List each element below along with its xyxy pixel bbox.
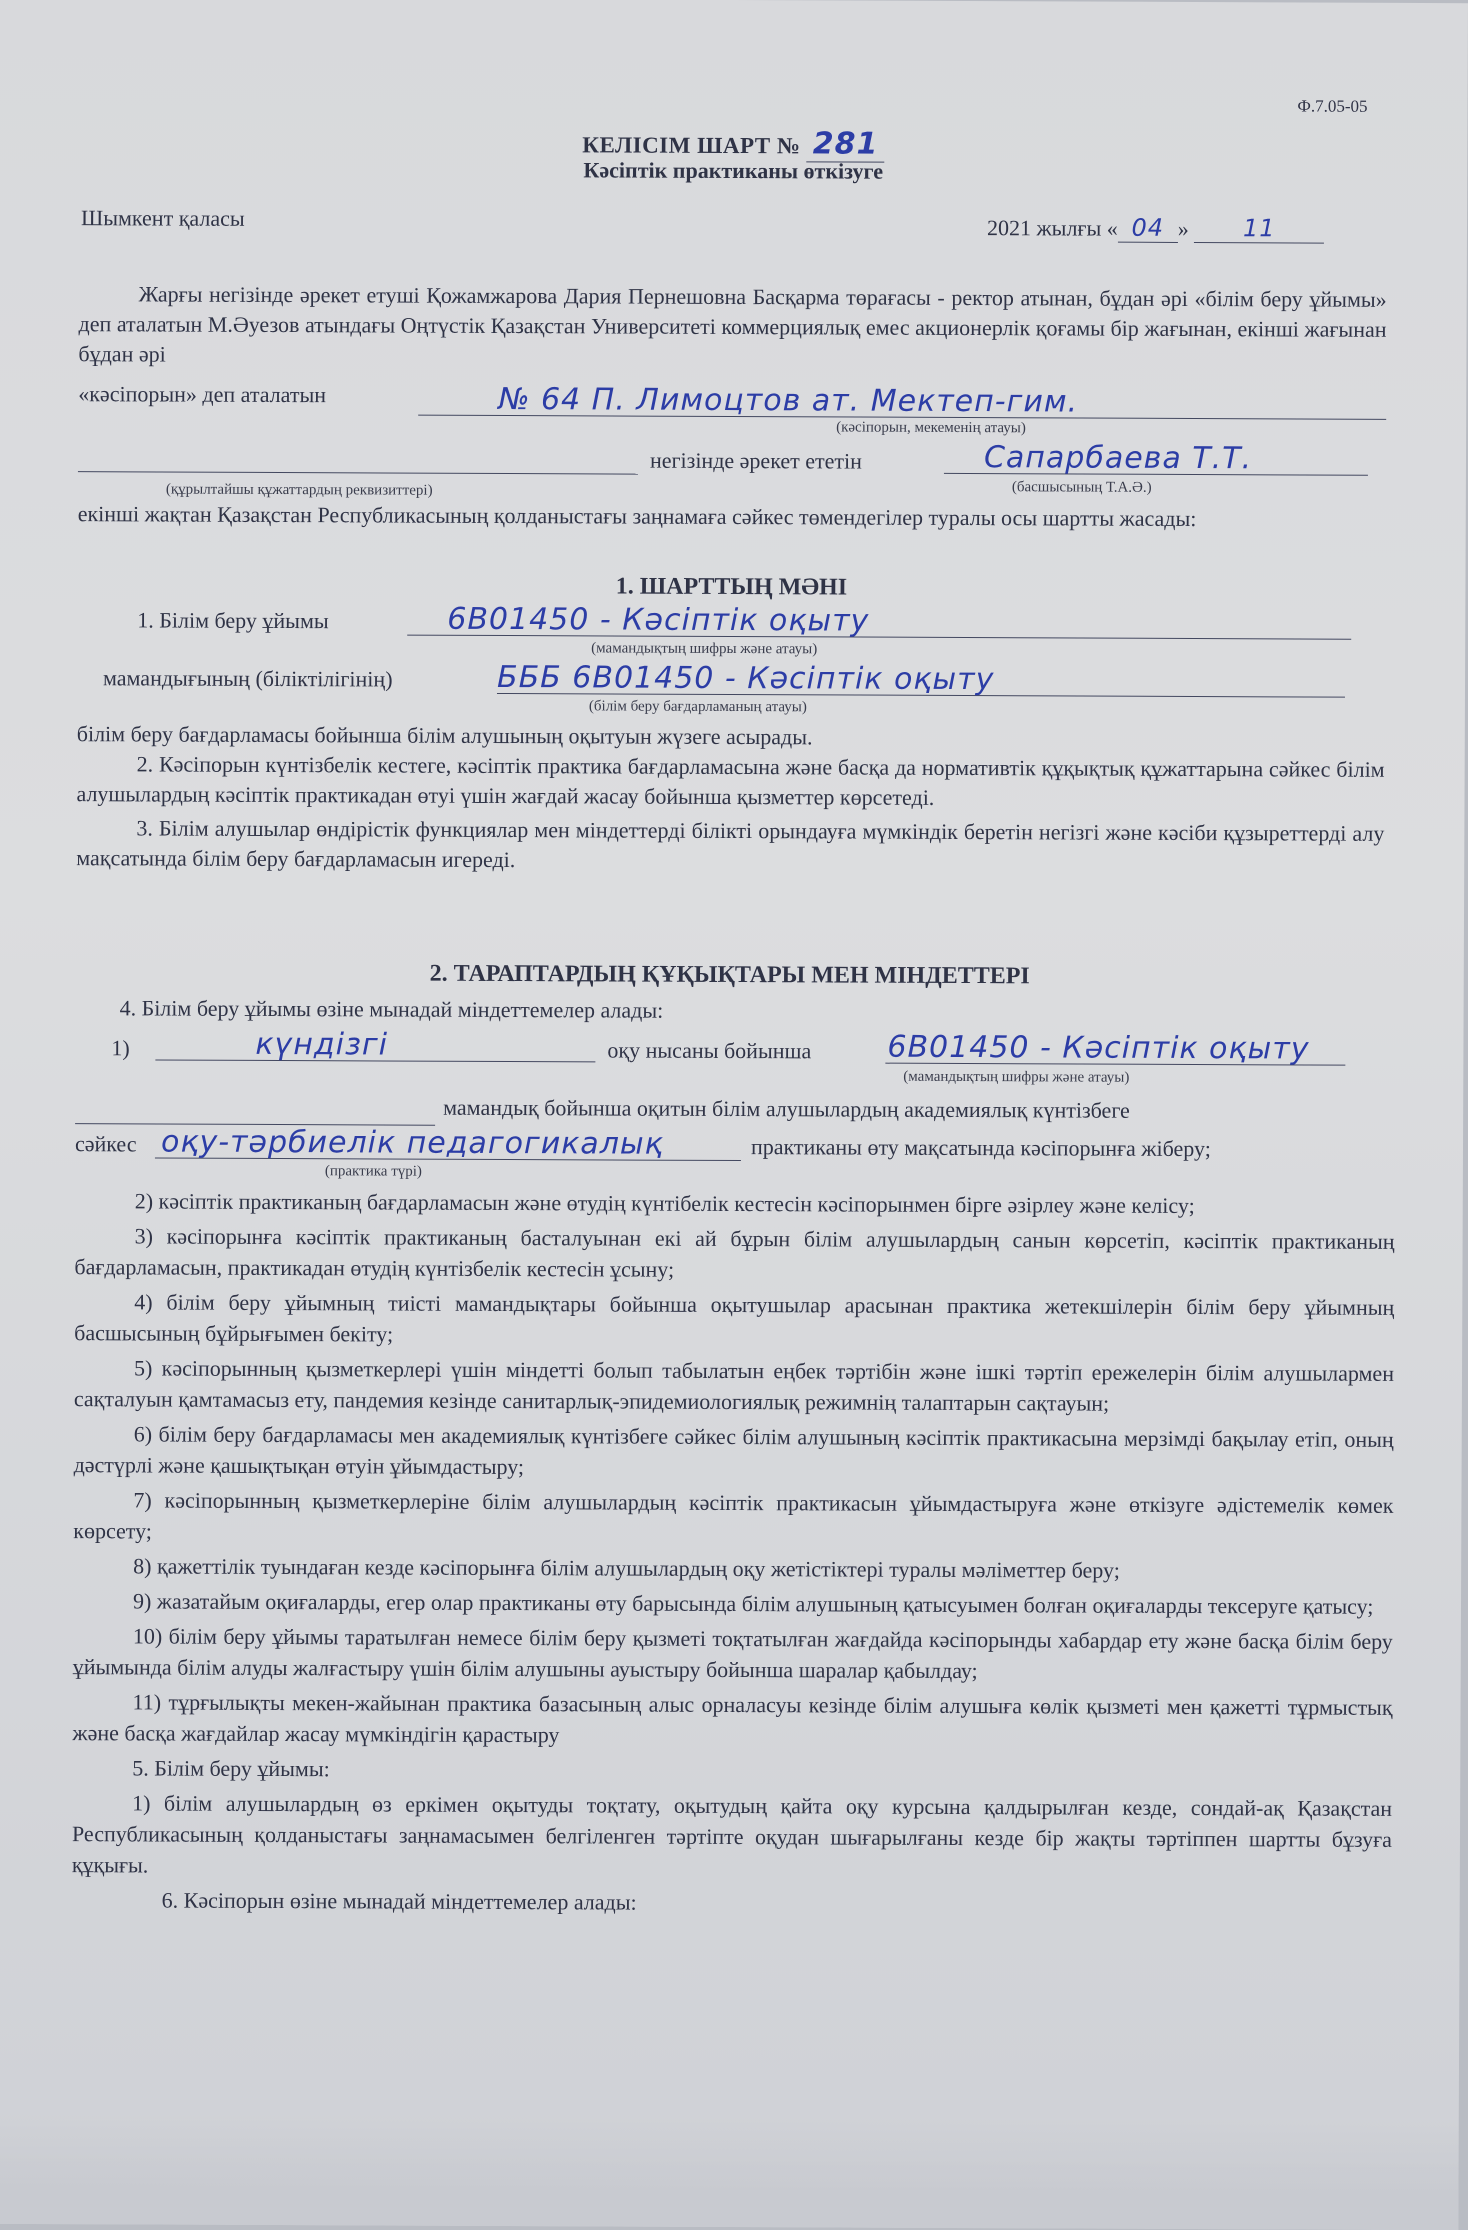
head-value: Сапарбаева Т.Т. — [983, 440, 1253, 477]
practice-type-value: оқу-тәрбиелік педагогикалық — [160, 1124, 664, 1162]
preamble-closing — [78, 499, 1386, 535]
item1-value: 6В01450 - Кәсіптік оқыту — [447, 601, 870, 639]
preamble-text: Жарғы негізінде әрекет етуші Қожамжарова Дария Пернешовна Басқарма төрағасы - ректор атынан, бұдан әрі «білім беру ұйымы» деп аталатын М.Әуезов атындағы Оңтүстік Қазақстан Университеті коммерциялық емес акционерлік қоғамы бір жағынан, екінші жағынан бұдан әрі — [78, 281, 1387, 367]
city: Шымкент қаласы — [80, 205, 245, 231]
item4-1-accord: сәйкес — [74, 1131, 137, 1157]
list-item: 6) білім беру бағдарламасы мен академиялық күнтізбеге сәйкес білім алушының кәсіптік практикасына мерзімді бақылау етіп, оның дәстүрлі және қашықтықан өтуін ұйымдастыру; — [73, 1421, 1394, 1480]
preamble-closing-text: екінші жақтан Қазақстан Республикасының қолданыстағы заңнамаға сәйкес төмендегілер туралы осы шартты жасады: — [77, 501, 1197, 532]
section-1-body — [76, 719, 1385, 879]
contract-date — [987, 213, 1367, 244]
practice-type-field — [155, 1121, 741, 1161]
spec-caption: (мамандықтың шифры және атауы) — [903, 1068, 1130, 1086]
item4-1-after: мамандық бойынша оқитын білім алушылардың академиялық күнтізбеге — [443, 1094, 1130, 1123]
practice-type-caption: (практика түрі) — [324, 1163, 422, 1180]
list-item: 3) кәсіпорынға кәсіптік практиканың басталуынан екі ай бұрын білім алушылардың санын көрсетіп, кәсіптік практиканың бағдарламасын, практикадан өтудің күнтізбелік кестесін ұсыну; — [74, 1223, 1395, 1282]
list-item: 9) жазатайым оқиғаларды, егер олар практиканы өту барысында білім алушының қатысуымен болған оқиғаларды тексеруге қатысу; — [132, 1588, 1374, 1619]
enterprise-field — [418, 379, 1386, 420]
spec-field-cont — [75, 1087, 435, 1126]
list-item: 2) кәсіптік практиканың бағдарламасын және өтудің күнтібелік кестесін кәсіпорынмен бірге әзірлеу және келісу; — [134, 1188, 1195, 1219]
spec-field — [885, 1027, 1345, 1066]
enterprise-caption: (кәсіпорын, мекеменің атауы) — [836, 419, 1026, 437]
item1-caption2: (білім беру бағдарламаның атауы) — [588, 698, 807, 716]
title-text: КЕЛІСІМ ШАРТ № — [582, 132, 801, 159]
section-2-title: 2. ТАРАПТАРДЫҢ ҚҰҚЫҚТАРЫ МЕН МІНДЕТТЕРІ — [429, 960, 1030, 990]
date-day: 04 — [1118, 214, 1178, 243]
item2: 2. Кәсіпорын күнтізбелік кестеге, кәсіптік практика бағдарламасына және басқа да нормативтік құқықтық құжаттарына сәйкес білім алушылардың кәсіптік практикадан өтуі үшін жағдай жасау бойынша қызметтер көрсетеді. — [76, 751, 1385, 810]
section-1-title: 1. ШАРТТЫҢ МӘНІ — [615, 573, 848, 601]
item1-field — [407, 599, 1351, 640]
date-quote: » — [1177, 215, 1189, 241]
enterprise-value: № 64 П. Лимоцтов ат. Мектеп-гим. — [498, 381, 1079, 420]
item4-1-mid: оқу нысаны бойынша — [607, 1037, 812, 1064]
item5-intro: 5. Білім беру ұйымы: — [132, 1755, 330, 1782]
item4-1-num: 1) — [111, 1035, 130, 1061]
item1-label2: мамандығының (біліктілігінің) — [102, 665, 393, 692]
study-form-value: күндізгі — [255, 1026, 389, 1063]
item4-1-end: практиканы өту мақсатында кәсіпорынға жіберу; — [750, 1134, 1211, 1162]
item1-field2 — [497, 657, 1345, 698]
document-subtitle: Кәсіптік практиканы өткізуге — [583, 157, 884, 184]
item1-value2: БББ 6В01450 - Кәсіптік оқыту — [496, 659, 995, 698]
head-field — [944, 437, 1368, 476]
list-item: 5) кәсіпорынның қызметкерлері үшін міндетті болып табылатын еңбек тәртібін және ішкі тәртіп ережелерін білім алушылармен сақталуын қамтамасыз ету, пандемия кезінде санитарлық-эпидемиологиялық режимнің талаптарын сақтауын; — [73, 1355, 1395, 1416]
preamble — [78, 279, 1386, 375]
item3: 3. Білім алушылар өндірістік функциялар мен міндеттерді білікті орындауға мүмкіндік беретін негізгі және кәсіби құзыреттерді алу мақсатында білім беру бағдарламасын игереді. — [76, 815, 1385, 873]
list-item: 8) қажеттілік туындаған кезде кәсіпорынға білім алушылардың оқу жетістіктері туралы мәліметтер беру; — [133, 1553, 1120, 1583]
list-item: 10) білім беру ұйымы таратылған немесе білім беру қызметі тоқтатылған жағдайда кәсіпорынды хабардар ету және басқа білім беру ұйымында білім алуды жалғастыру үшін білім алушыны ауыстыру бойынша шаралар қабылдау; — [72, 1623, 1393, 1684]
obligations-list — [72, 1185, 1395, 1925]
item1-caption: (мамандықтың шифры және атауы) — [591, 640, 818, 658]
item4-intro: 4. Білім беру ұйымы өзіне мынадай міндеттемелер алады: — [119, 995, 664, 1023]
form-code: Ф.7.05-05 — [1297, 96, 1368, 116]
list-item: 7) кәсіпорынның қызметкерлеріне білім алушылардың кәсіптік практикасын ұйымдастыруға және өткізуге әдістемелік көмек көрсету; — [73, 1487, 1394, 1544]
item1-label: 1. Білім беру ұйымы — [137, 607, 329, 634]
date-year: 2021 жылғы « — [986, 215, 1118, 241]
item5-1: 1) білім алушылардың өз еркімен оқытуды тоқтату, оқытудың қайта оқу курсына қалдырылған кезде, сондай-ақ Қазақстан Республикасының қолданыстағы заңнамасымен белгіленген тәртіпте оқудан шығарылғаны кезде бір жақты тәртіппен шартты бұзуға құқығы. — [71, 1790, 1393, 1878]
study-form-field — [155, 1023, 595, 1062]
page-bottom-shadow — [0, 2114, 1459, 2230]
list-item: 11) тұрғылықты мекен-жайынан практика базасының алыс орналасуы кезінде білім алушыға көлік қызметі мен қажетті тұрмыстық және басқа жағдайлар жасау мүмкіндігін қарастыру — [72, 1689, 1393, 1748]
docs-caption: (құрылтайшы құжаттардың реквизиттері) — [165, 481, 433, 499]
date-month: 11 — [1194, 214, 1324, 244]
item6-intro: 6. Кәсіпорын өзіне мынадай міндеттемелер алады: — [161, 1887, 637, 1915]
docs-field — [78, 435, 638, 474]
contract-number: 281 — [807, 126, 885, 162]
spec-value: 6В01450 - Кәсіптік оқыту — [887, 1029, 1310, 1067]
item1-end: білім беру бағдарламасы бойынша білім алушының оқытуын жүзеге асырады. — [76, 721, 813, 750]
enterprise-label: «кәсіпорын» деп аталатын — [78, 381, 327, 408]
list-item: 4) білім беру ұйымның тиісті мамандықтары бойынша оқытушылар арасынан практика жетекшілерін білім беру ұйымның басшысының бұйрығымен бекіту; — [74, 1289, 1395, 1347]
acting-label: негізінде әрекет ететін — [649, 447, 862, 474]
head-caption: (басшысының Т.А.Ә.) — [1011, 479, 1152, 496]
